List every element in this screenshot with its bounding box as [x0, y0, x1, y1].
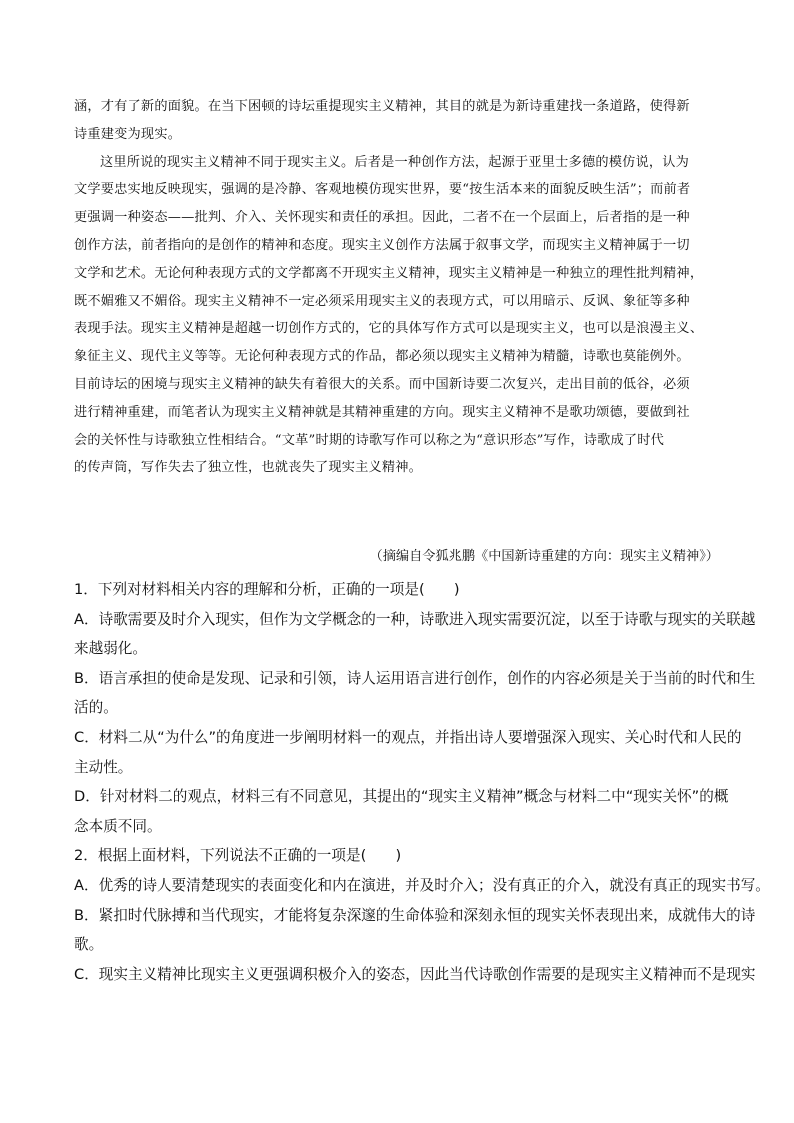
passage-line: 创作方法，前者指向的是创作的精神和态度。现实主义创作方法属于叙事文学，而现实主义精神属于一切: [74, 237, 690, 253]
question-1-option-c-cont: 主动性。: [74, 758, 133, 776]
passage-line: 更强调一种姿态——批判、介入、关怀现实和责任的承担。因此，二者不在一个层面上，后者指的是一种: [74, 210, 690, 226]
question-1-option-b: B．语言承担的使命是发现、记录和引领，诗人运用语言进行创作，创作的内容必须是关于当前的时代和生: [74, 669, 756, 687]
passage-line: 涵，才有了新的面貌。在当下困顿的诗坛重提现实主义精神，其目的就是为新诗重建找一条道路，使得新: [74, 99, 690, 114]
question-1-option-a-cont: 来越弱化。: [74, 640, 147, 658]
passage-line: 进行精神重建，而笔者认为现实主义精神就是其精神重建的方向。现实主义精神不是歌功颂德，要做到社: [74, 404, 690, 420]
passage-line: 这里所说的现实主义精神不同于现实主义。后者是一种创作方法，起源于亚里士多德的模仿说，认为: [100, 154, 690, 170]
passage-line: 既不媚雅又不媚俗。现实主义精神不一定必须采用现实主义的表现方式，可以用暗示、反讽、象征等多种: [74, 293, 690, 309]
passage-line: 表现手法。现实主义精神是超越一切创作方式的，它的具体写作方式可以是现实主义，也可以是浪漫主义、: [74, 321, 704, 337]
question-2-option-b: B．紧扣时代脉搏和当代现实，才能将复杂深邃的生命体验和深刻永恒的现实关怀表现出来，成就伟大的诗: [74, 906, 756, 924]
question-2-option-a: A．优秀的诗人要清楚现实的表面变化和内在演进，并及时介入；没有真正的介入，就没有真正的现实书写。: [74, 876, 770, 894]
question-1-option-a: A．诗歌需要及时介入现实，但作为文学概念的一种，诗歌进入现实需要沉淀，以至于诗歌与现实的关联越: [74, 610, 756, 628]
passage-text: [74, 98, 722, 487]
passage-line: 文学要忠实地反映现实，强调的是冷静、客观地模仿现实世界，要“按生活本来的面貌反映生活”；而前者: [74, 182, 691, 198]
question-1-option-b-cont: 活的。: [74, 699, 118, 717]
question-2-option-c: C．现实主义精神比现实主义更强调积极介入的姿态，因此当代诗歌创作需要的是现实主义精神而不是现实: [74, 965, 756, 983]
passage-source-citation: （摘编自令狐兆鹏《中国新诗重建的方向：现实主义精神》）: [369, 549, 719, 564]
question-1-option-d-cont: 念本质不同。: [74, 817, 162, 835]
passage-line: 象征主义、现代主义等等。无论何种表现方式的作品，都必须以现实主义精神为精髓，诗歌也莫能例外。: [74, 349, 690, 365]
passage-line: 文学和艺术。无论何种表现方式的文学都离不开现实主义精神，现实主义精神是一种独立的理性批判精神，: [74, 265, 704, 281]
question-2-stem: 2．根据上面材料，下列说法不正确的一项是( ): [74, 847, 402, 865]
question-1-option-d: D．针对材料二的观点，材料三有不同意见，其提出的“现实主义精神”概念与材料二中“现实关怀”的概: [74, 788, 729, 806]
passage-line: 目前诗坛的困境与现实主义精神的缺失有着很大的关系。而中国新诗要二次复兴，走出目前的低谷，必须: [74, 376, 690, 392]
passage-line: 诗重建变为现实。: [74, 126, 182, 142]
question-2-option-b-cont: 歌。: [74, 936, 104, 954]
passage-line: 的传声筒，写作失去了独立性，也就丧失了现实主义精神。: [74, 460, 423, 476]
question-1-stem: 1．下列对材料相关内容的理解和分析，正确的一项是( ): [74, 581, 460, 598]
question-1-option-c: C．材料二从“为什么”的角度进一步阐明材料一的观点，并指出诗人要增强深入现实、关心时代和人民的: [74, 728, 742, 746]
passage-line: 会的关怀性与诗歌独立性相结合。“文革”时期的诗歌写作可以称之为“意识形态”写作，诗歌成了时代: [74, 432, 665, 448]
question-list: [74, 580, 770, 994]
